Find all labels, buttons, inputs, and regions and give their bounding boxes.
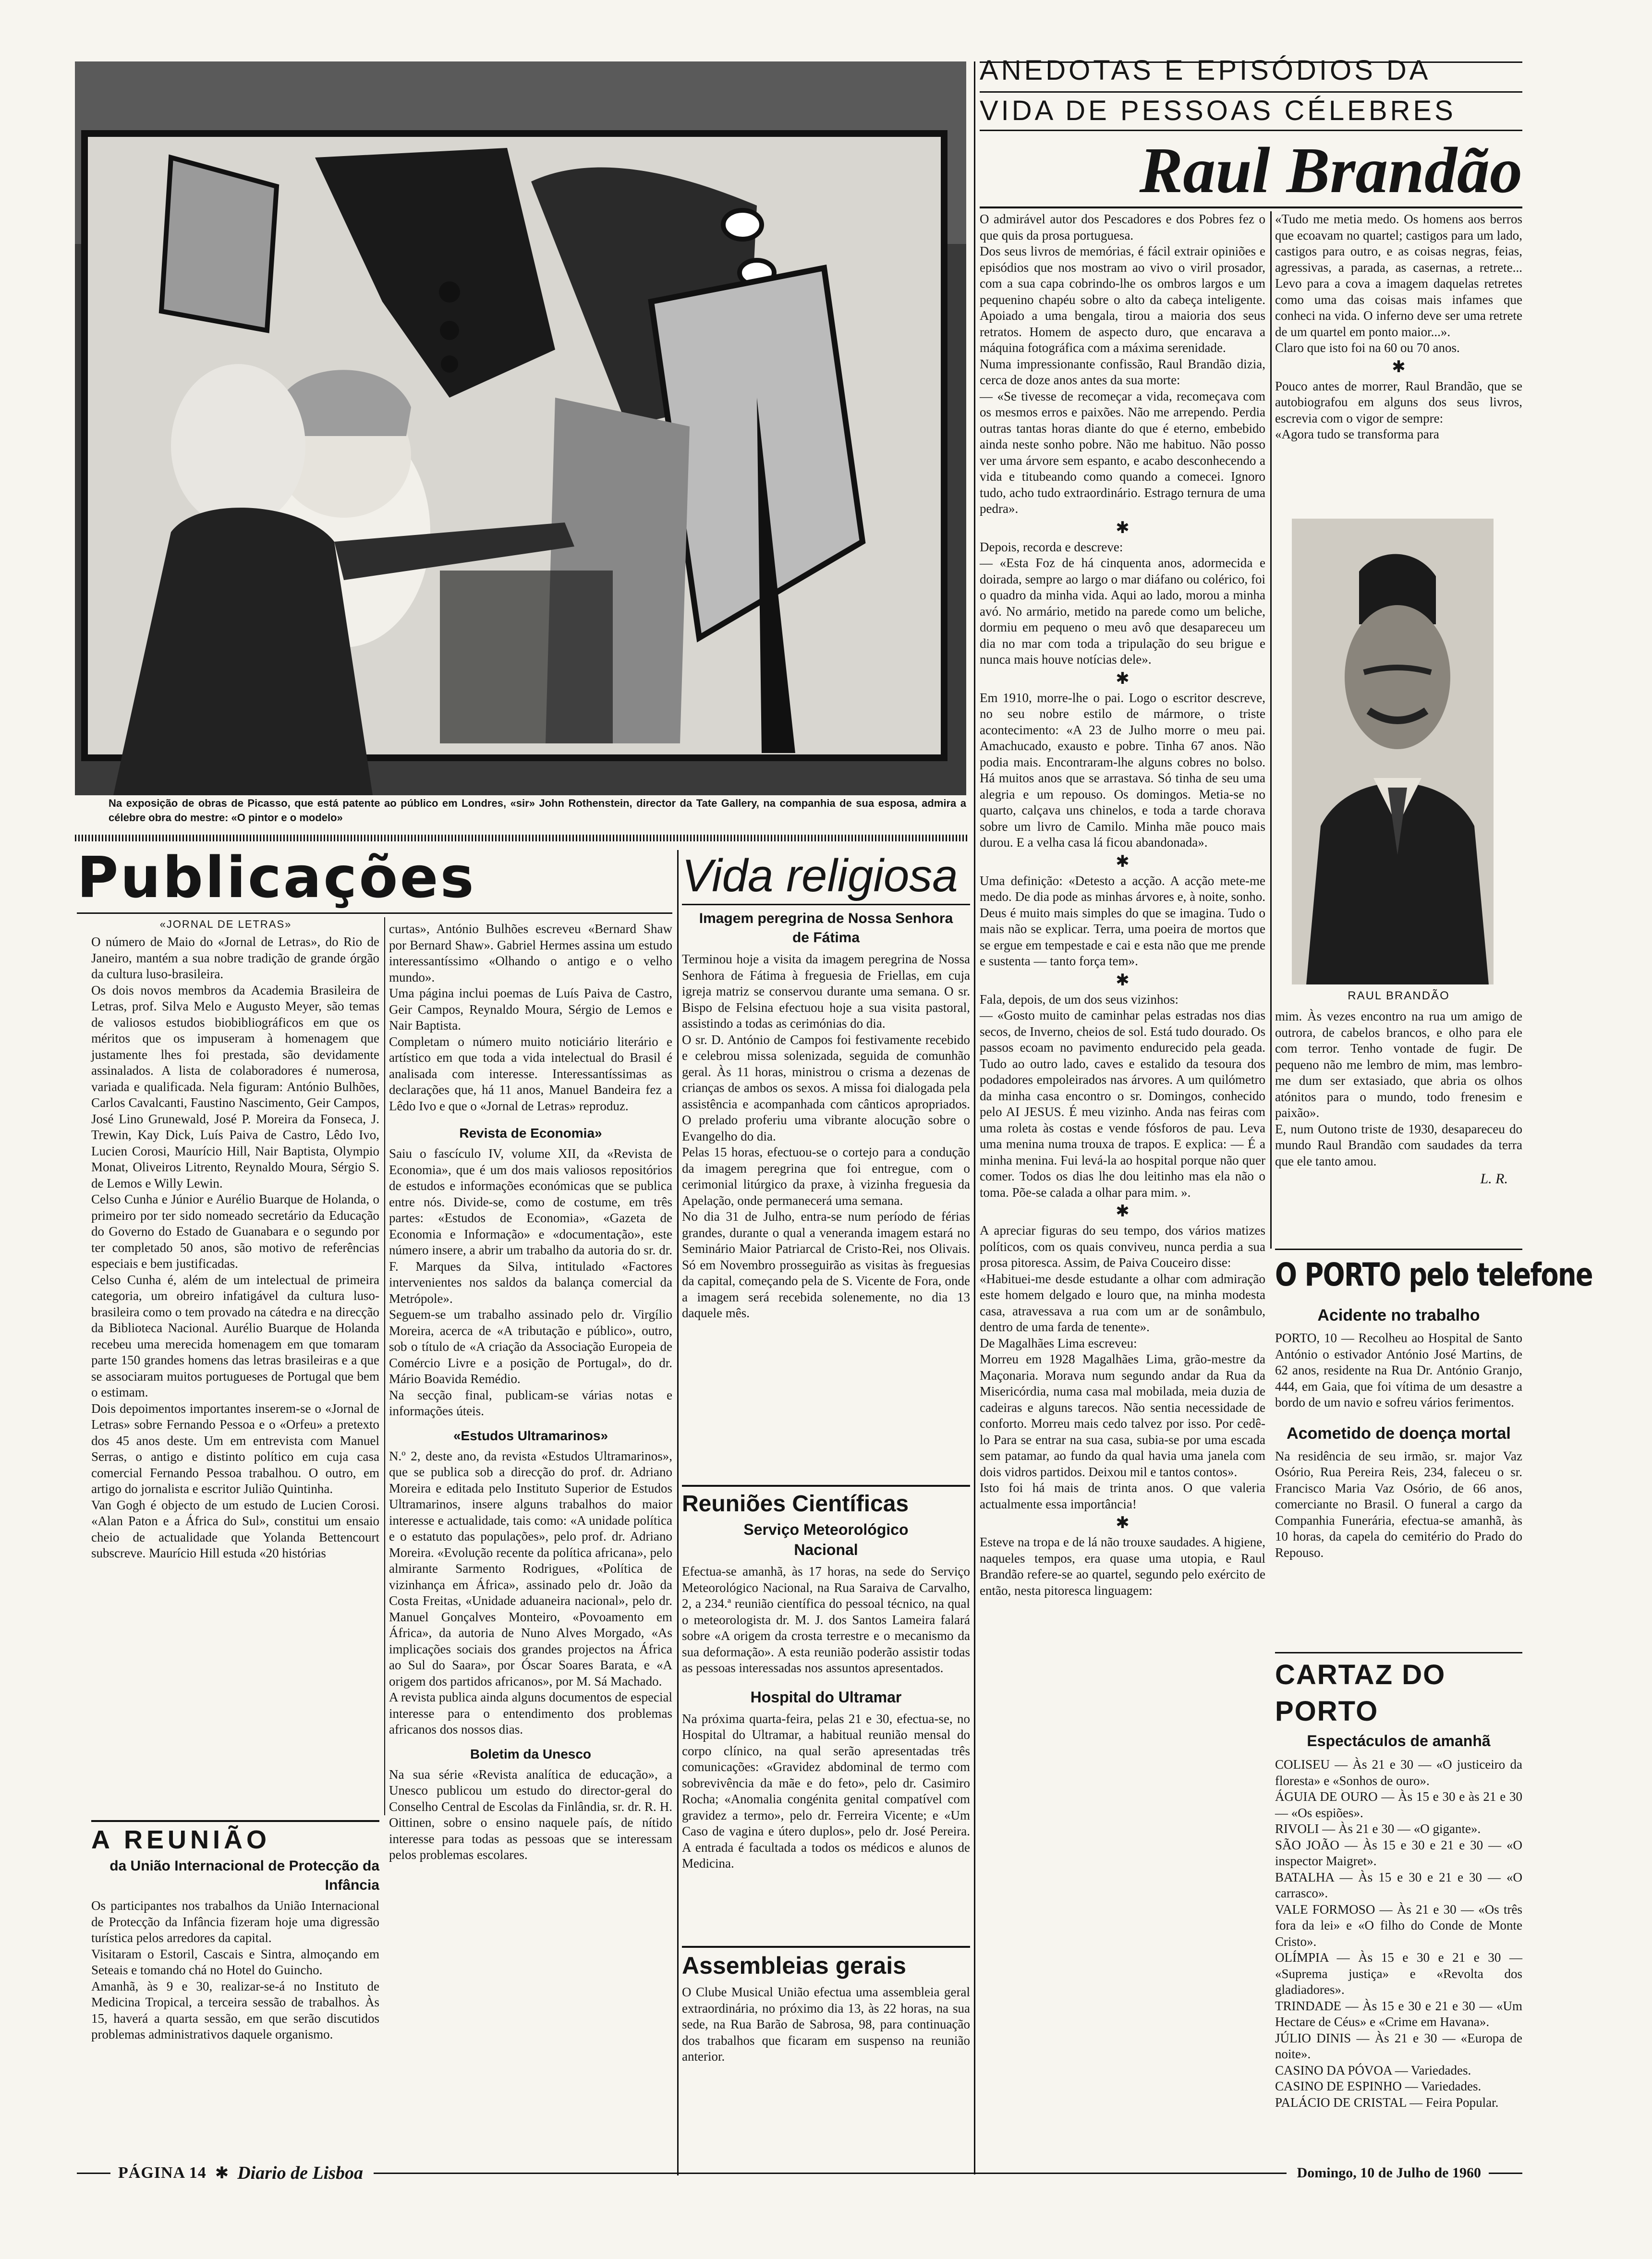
cartaz-title: CARTAZ DO PORTO bbox=[1275, 1659, 1446, 1727]
footer-paper: Diario de Lisboa bbox=[237, 2163, 364, 2183]
anecdotes-text: Em 1910, morre-lhe o pai. Logo o escritor descreve, no seu nobre estilo de mármore, o triste acontecimento: «A 23 de Julho morre o meu pai. Amachucado, exausto e pobre. Tinha 67 anos. Não podia mais. Encontraram-lhe alguns cobres no bolso. Há muitos anos que se arrastava. Só tinha de seu uma alegria e um repouso. Os domingos. Metia-se no quarto, calçava uns chinelos, e toda a tarde chorava sobre um livro de Camilo. Minha mãe pouco mais durou. E a velha casa lá ficou abandonada». bbox=[980, 690, 1265, 850]
reuniao-title: A REUNIÃO bbox=[91, 1825, 271, 1854]
picasso-photo-image bbox=[75, 61, 966, 795]
footer-star-icon: ✱ bbox=[215, 2164, 229, 2182]
publicacoes-text: Na sua série «Revista analítica de educação», a Unesco publicou um estudo do director-geral do Conselho Central de Escolas da Finlândia, sr. dr. R. H. Oittinen, sobre o ensino naquele país, de nítido interesse para todas as pessoas que se interessam pelos problemas escolares. bbox=[389, 1767, 672, 1862]
cartaz-item: BATALHA — Às 15 e 30 e 21 e 30 — «O carrasco». bbox=[1275, 1870, 1522, 1900]
reuniao-section bbox=[91, 1823, 379, 2043]
anecdotes-text: «Tudo me metia medo. Os homens aos berros que ecoavam no quartel; castigos para um lado, castigos para outro, e as coisas negras, feias, agressivas, a parada, as casernas, a retrete... Levo para a cova a imagem daquelas retretes como uma das coisas mais infames que conheci na vida. O inferno deve ser uma retrete de um quartel em ponto maior...». Claro que isto foi na 60 ou 70 anos. bbox=[1275, 212, 1522, 355]
star-separator: ✱ bbox=[1116, 519, 1130, 537]
anecdotes-text: Uma definição: «Detesto a acção. A acção mete-me medo. De dia pode as minhas árvores e, à noite, sonho. Deus é muito mais simples do que se imagina. Tudo o mais não se explicar. Terra, uma poeira de mortos que se ergue em tempestade e cai e esta não que me prende e sustenta — tanto força tem». bbox=[980, 873, 1265, 968]
footer-page: PÁGINA 14 bbox=[118, 2164, 206, 2182]
anecdotes-text: mim. Às vezes encontro na rua um amigo de outrora, de cabelos brancos, e olho para ele com terror. Tenho vontade de fugir. De pequeno não me lembro de mim, mas lembro-me dum ser extasiado, que abria os olhos atónitos para o mundo, todo frenesim e paixão». E, num Outono triste de 1930, desapareceu do mundo Raul Brandão com saudades da terra que ele tanto amou. bbox=[1275, 1009, 1522, 1168]
raul-brandao-portrait-image bbox=[1292, 519, 1494, 984]
anecdotes-kicker-2: VIDA DE PESSOAS CÉLEBRES bbox=[980, 95, 1456, 126]
publicacoes-col2 bbox=[389, 921, 672, 1863]
publicacoes-title: Publicações bbox=[77, 844, 476, 911]
reunioes-heading: Hospital do Ultramar bbox=[750, 1688, 902, 1706]
assembleias-title: Assembleias gerais bbox=[682, 1952, 906, 1979]
cartaz-item: VALE FORMOSO — Às 21 e 30 — «Os três fora da lei» e «O filho do Conde de Monte Cristo». bbox=[1275, 1902, 1522, 1949]
footer-dash bbox=[77, 2173, 110, 2174]
reunioes-title: Reuniões Científicas bbox=[682, 1491, 909, 1517]
cartaz-list bbox=[1275, 1757, 1522, 2111]
reunioes-text: Efectua-se amanhã, às 17 horas, na sede do Serviço Meteorológico Nacional, na Rua Saraiva de Carvalho, 2, a 234.ª reunião científica do pessoal técnico, na qual o meteorologista dr. M. J. dos Santos Lameira falará sobre «A origem da crosta terrestre e o mecanismo da sua deformação». A esta reunião poderão assistir todas as pessoas interessadas nos assuntos apresentados. bbox=[682, 1564, 970, 1675]
reunioes-subtitle: Serviço Meteorológico Nacional bbox=[743, 1521, 909, 1558]
anecdotes-col1 bbox=[980, 211, 1265, 1599]
reuniao-subtitle: da União Internacional de Protecção da Infância bbox=[109, 1858, 379, 1893]
cartaz-item: SÃO JOÃO — Às 15 e 30 e 21 e 30 — «O inspector Maigret». bbox=[1275, 1837, 1522, 1868]
rule bbox=[91, 1820, 379, 1822]
reunioes-section bbox=[682, 1489, 970, 1872]
publicacoes-text: Saiu o fascículo IV, volume XII, da «Revista de Economia», que é um dos mais valiosos repositórios de estudos e informações económicas que se publica entre nós. Divide-se, como de costume, em três partes: «Estudos de Economia», «Gazeta de Economia e Informação» e «documentação», este número insere, a abrir um trabalho da autoria do sr. dr. F. Marques da Silva, intitulado «Factores intervenientes nos saldos da balança comercial da Metrópole». Seguem-se um trabalho assinado pelo dr. Virgílio Moreira, acerca de «A tributação e público», outro, sob o título de «A criação da Associação Europeia de Comércio Livre e a posição de Portugal», do dr. Mário Boavida Remédio. Na secção final, publicam-se várias notas e informações úteis. bbox=[389, 1146, 672, 1418]
publicacoes-col1: O número de Maio do «Jornal de Letras», do Rio de Janeiro, mantém a sua nobre tradição de grande órgão da cultura luso-brasileira. Os dois novos membros da Academia Brasileira de Letras, prof. Silva Melo e Augusto Meyer, são temas de valiosos estudos biobibliográficos em que os méritos que os impuseram à homenagem que justamente lhes foi prestada, são devidamente assinalados. A lista de colaboradores é numerosa, variada e qualificada. Nela figuram: António Bulhões, Carlos Cavalcanti, Faustino Nascimento, Geir Campos, José Lino Grunewald, José P. Moreira da Fonseca, J. Trewin, Kay Dick, Luís Paiva de Castro, Lêdo Ivo, Lucien Corosi, Maurício Hill, Nair Baptista, Olympio Monat, Oliveiros Litrento, Reynaldo Moura, Sérgio S. de Lemos e Willy Lewin. Celso Cunha e Júnior e Aurélio Buarque de Holanda, o primeiro por ter sido nomeado secretário da Educação do Governo do Estado de Guanabara e o segundo por ter completado 50 anos, são motivo de referências especiais e bem justificadas. Celso Cunha é, além de um intelectual de primeira categoria, um obreiro infatigável da cultura luso-brasileira como o tem provado na cátedra e na direcção da Biblioteca Nacional. Aurélio Buarque de Holanda recebeu uma merecida homenagem em que tomaram parte 150 grandes homens das letras brasileiras e a que se associaram muitos portugueses de Portugal que bem o estimam. Dois depoimentos importantes inserem-se o «Jornal de Letras» sobre Fernando Pessoa e o «Orfeu» a pretexto dos 45 anos deste. Um em entrevista com Manuel Serras, o antigo e distinto político em cuja casa comercial Fernando Pessoa trabalhou. O outro, em artigo do jornalista e escritor Julião Quintinha. Van Gogh é objecto de um estudo de Lucien Corosi. «Alan Paton e a África do Sul», constitui um ensaio cheio de actualidade que Yolanda Bettencourt subscreve. Maurício Hill estuda «20 histórias bbox=[91, 935, 379, 1560]
portrait-caption: RAUL BRANDÃO bbox=[1348, 989, 1450, 1002]
anecdotes-text: Fala, depois, de um dos seus vizinhos: — «Gosto muito de caminhar pelas estradas nos dias secos, de Inverno, cheios de sol. Está tudo dourado. Os passos ecoam no pavimento endurecido pela geada. Tudo ao outro lado, caves e estalido da tesoura dos podadores empoleirados nas árvores. A um quilómetro da minha casa encontro o sr. Domingos, conhecido pelo AI JESUS. É meu vizinho. Anda nas feiras com uma roleta às costas e vende fósforos de pau. Leva uma menina numa trouxa de trapos. E explica: — É a minha menina. Fui levá-la ao hospital porque não quer comer. Todos os dias lhe dou leitinho mas ela não o toma. Põe-se calada a olhar para mim. ». bbox=[980, 992, 1265, 1200]
cartaz-item: RIVOLI — Às 21 e 30 — «O gigante». bbox=[1275, 1822, 1481, 1836]
vida-section bbox=[682, 849, 970, 1322]
anecdotes-text: Esteve na tropa e de lá não trouxe saudades. A higiene, naqueles tempos, era quase uma utopia, e Raul Brandão refere-se ao quartel, segundo pelo exército de então, nesta pitoresca linguagem: bbox=[980, 1535, 1265, 1598]
rule bbox=[1275, 1249, 1522, 1250]
vida-subtitle: Imagem peregrina de Nossa Senhora de Fátima bbox=[699, 911, 953, 946]
assembleias-text: O Clube Musical União efectua uma assembleia geral extraordinária, no próximo dia 13, às 22 horas, na sua sede, na Rua Barão de Sabrosa, 98, para continuação dos trabalhos que ficaram em suspenso na reunião anterior. bbox=[682, 1985, 970, 2064]
cartaz-item: COLISEU — Às 21 e 30 — «O justiceiro da floresta» e «Sonhos de ouro». bbox=[1275, 1757, 1522, 1788]
column-rule bbox=[974, 61, 975, 2174]
column-rule bbox=[1270, 211, 1272, 1249]
rule bbox=[980, 91, 1522, 93]
porto-heading: Acometido de doença mortal bbox=[1287, 1424, 1511, 1443]
publicacoes-heading: Boletim da Unesco bbox=[470, 1746, 592, 1761]
star-separator: ✱ bbox=[1116, 1202, 1130, 1220]
porto-banner: O PORTO pelo telefone bbox=[1275, 1256, 1592, 1293]
rule bbox=[980, 206, 1522, 208]
anecdotes-text: Pouco antes de morrer, Raul Brandão, que se autobiografou em alguns dos seus livros, escrevia com o vigor de sempre: «Agora tudo se transforma para bbox=[1275, 378, 1522, 441]
porto-section bbox=[1275, 1253, 1592, 1561]
rule bbox=[682, 1485, 970, 1487]
anecdotes-col2 bbox=[1275, 211, 1522, 443]
cartaz-item: JÚLIO DINIS — Às 21 e 30 — «Europa de noite». bbox=[1275, 2030, 1522, 2061]
anecdotes-title: Raul Brandão bbox=[1139, 134, 1522, 206]
anecdotes-text: Depois, recorda e descreve: — «Esta Foz de há cinquenta anos, adormecida e doirada, sempre ao largo o mar diáfano ou colérico, foi o quadro da minha vida. Aqui ao lado, morou a minha avó. No armário, metido na parede como um beliche, dormiu em pequeno o meu avô que desapareceu um dia no mar com toda a tripulação do seu brigue e nunca mais houve notícias dele». bbox=[980, 539, 1265, 667]
signature: L. R. bbox=[1480, 1171, 1508, 1187]
picasso-photo bbox=[75, 61, 966, 795]
reuniao-text: Os participantes nos trabalhos da União Internacional de Protecção da Infância fizeram hoje uma digressão turística pelos arredores da capital. Visitaram o Estoril, Cascais e Sintra, almoçando em Seteais e tomando chá no Hotel do Guincho. Amanhã, às 9 e 30, realizar-se-á no Instituto de Medicina Tropical, a terceira sessão de trabalhos. Às 15, haverá a quarta sessão, em que serão discutidos problemas administrativos daquele organismo. bbox=[91, 1898, 379, 2041]
publicacoes-text: curtas», António Bulhões escreveu «Bernard Shaw por Bernard Shaw». Gabriel Hermes assina um estudo interessantíssimo «Olhando o antigo e o velho mundo». Uma página inclui poemas de Luís Paiva de Castro, Geir Campos, Reynaldo Moura, Sérgio de Lemos e Nair Baptista. Completam o número muito noticiário literário e artístico em que toda a vida intelectual do Brasil é analisada com interesse. Interessantíssimas as declarações que, há 11 anos, Manuel Bandeira fez a Lêdo Ivo e que o «Jornal de Letras» reproduz. bbox=[389, 922, 672, 1113]
star-separator: ✱ bbox=[1116, 1514, 1130, 1532]
rule bbox=[682, 1946, 970, 1948]
column-rule bbox=[677, 850, 679, 2175]
footer bbox=[77, 2156, 1522, 2190]
column-rule bbox=[384, 917, 385, 1815]
footer-rule bbox=[374, 2173, 1287, 2174]
cartaz-item: CASINO DE ESPINHO — Variedades. bbox=[1275, 2079, 1482, 2093]
photo-caption: Na exposição de obras de Picasso, que está patente ao público em Londres, «sir» John Rothenstein, director da Tate Gallery, na companhia de sua esposa, admira a célebre obra do mestre: «O pintor e o modelo» bbox=[109, 797, 966, 824]
publicacoes-heading: Revista de Economia» bbox=[459, 1126, 602, 1141]
porto-heading: Acidente no trabalho bbox=[1317, 1306, 1480, 1324]
vida-title: Vida religiosa bbox=[682, 850, 958, 901]
porto-text: Na residência de seu irmão, sr. major Vaz Osório, Rua Pereira Reis, 234, faleceu o sr. Francisco Maria Vaz Osório, de 66 anos, comerciante no Brasil. O funeral a cargo da Companhia Funerária, efectua-se amanhã, às 10 horas, da capela do cemitério do Prado do Repouso. bbox=[1275, 1448, 1522, 1560]
cartaz-item: TRINDADE — Às 15 e 30 e 21 e 30 — «Um Hectare de Céus» e «Crime em Havana». bbox=[1275, 1998, 1522, 2029]
cartaz-section bbox=[1275, 1657, 1522, 2111]
cartaz-item: OLÍMPIA — Às 15 e 30 e 21 e 30 — «Suprema justiça» e «Revolta dos gladiadores». bbox=[1275, 1950, 1522, 1997]
porto-text: PORTO, 10 — Recolheu ao Hospital de Santo António o estivador António José Martins, de 62 anos, residente na Rua Dr. António Granjo, 444, em Gaia, que foi vítima de um desastre a bordo de um navio e sofreu vários ferimentos. bbox=[1275, 1331, 1522, 1409]
raul-brandao-portrait bbox=[1292, 519, 1494, 984]
star-separator: ✱ bbox=[1392, 358, 1406, 376]
cartaz-subtitle: Espectáculos de amanhã bbox=[1307, 1732, 1491, 1749]
rule-ticker bbox=[75, 835, 967, 841]
anecdotes-col2-cont bbox=[1275, 1008, 1522, 1189]
rule bbox=[682, 904, 970, 905]
anecdotes-text: O admirável autor dos Pescadores e dos Pobres fez o que quis da prosa portuguesa. Dos seus livros de memórias, é fácil extrair opiniões e episódios que nos mostram ao vivo o viril prosador, com a sua capa cobrindo-lhe os ombros largos e um pequenino chapéu sobre o alto da cabeça inteligente. Apoiado a uma bengala, tirou a maioria dos seus retratos. Homem de aspecto duro, que encarava a máquina fotográfica com a máxima serenidade. Numa impressionante confissão, Raul Brandão dizia, cerca de doze anos antes da sua morte: — «Se tivesse de recomeçar a vida, recomeçava com os mesmos erros e paixões. Não me arrependo. Perdia outras tantas horas diante do que é eterno, embebido ainda neste sonho pobre. Não me habituo. Não posso ver uma árvore sem espanto, e acabo desconhecendo a vida e titubeando como quando a comecei. Ignoro tudo, acho tudo extraordinário. Estrago ternura de uma pedra». bbox=[980, 212, 1265, 516]
rule bbox=[1275, 1652, 1522, 1653]
cartaz-item: PALÁCIO DE CRISTAL — Feira Popular. bbox=[1275, 2095, 1499, 2110]
reunioes-text: Na próxima quarta-feira, pelas 21 e 30, efectua-se, no Hospital do Ultramar, a habitual reunião mensal do corpo clínico, na qual serão apresentadas três comunicações: «Gravidez abdominal de termo com sobrevivência da mãe e do feto», pelo dr. Casimiro Rocha; «Anomalia congénita genital compatível com gravidez a termo», pelo dr. Ferreira Vicente; e «Um Caso de vagina e útero duplos», pelo dr. José Pereira. A entrada é facultada a todos os médicos e alunos de Medicina. bbox=[682, 1711, 970, 1870]
cartaz-item: CASINO DA PÓVOA — Variedades. bbox=[1275, 2063, 1471, 2077]
footer-date: Domingo, 10 de Julho de 1960 bbox=[1297, 2165, 1481, 2181]
star-separator: ✱ bbox=[1116, 852, 1130, 871]
footer-dash bbox=[1489, 2173, 1522, 2174]
rule bbox=[980, 130, 1522, 131]
vida-text: Terminou hoje a visita da imagem peregrina de Nossa Senhora de Fátima à freguesia de Friellas, em cuja igreja matriz se conservou durante uma semana. O sr. Bispo de Felsina efectuou hoje a sua visita pastoral, assistindo a todas as cerimónias do dia. O sr. D. António de Campos foi festivamente recebido e celebrou missa solenizada, seguida de comunhão geral. Às 11 horas, ministrou o crisma a dezenas de crianças de ambos os sexos. A missa foi dialogada pela assistência e acompanhada com cânticos apropriados. O prelado proferiu uma vibrante alocução sobre o Evangelho do dia. Pelas 15 horas, efectuou-se o cortejo para a condução da imagem peregrina que foi entregue, com o cerimonial litúrgico da praxe, à vizinha freguesia da Apelação, onde permanecerá uma semana. No dia 31 de Julho, entra-se num período de férias grandes, durante o qual a veneranda imagem estará no Seminário Maior Patriarcal de Cristo-Rei, nos Olivais. Só em Novembro prosseguirão as visitas às freguesias da capital, começando pela de S. Vicente de Fora, onde a imagem será recebida solenemente, no dia 13 daquele mês. bbox=[682, 952, 970, 1320]
star-separator: ✱ bbox=[1116, 669, 1130, 688]
publicacoes-text: N.º 2, deste ano, da revista «Estudos Ultramarinos», que se publica sob a direcção do prof. dr. Adriano Moreira e editada pelo Instituto Superior de Estudos Ultramarinos, insere alguns trabalhos do maior interesse e actualidade, tais como: «A unidade política e o estatuto das populações», pelo prof. dr. Adriano Moreira. «Evolução recente da política africana», pelo almirante Sarmento Rodrigues, «Política de vizinhança em África», assinado pelo dr. João da Costa Freitas, «Unidade aduaneira nacional», pelo dr. Manuel Gonçalves Monteiro, «Povoamento em África», da autoria de Nuno Alves Morgado, «As implicações sociais dos grandes projectos na África ao Sul do Saara», por Óscar Soares Barata, e «A origem dos partidos africanos», por M. Sá Machado. A revista publica ainda alguns documentos de especial interesse para o entendimento dos problemas africanos dos nossos dias. bbox=[389, 1448, 672, 1737]
cartaz-item: ÁGUIA DE OURO — Às 15 e 30 e às 21 e 30 — «Os espiões». bbox=[1275, 1789, 1522, 1820]
anecdotes-kicker-1: ANEDOTAS E EPISÓDIOS DA bbox=[980, 55, 1431, 86]
publicacoes-heading: «Estudos Ultramarinos» bbox=[453, 1428, 608, 1443]
anecdotes-text: A apreciar figuras do seu tempo, dos vários matizes políticos, com os quais conviveu, nunca perdia a sua prosa pitoresca. Assim, de Paiva Couceiro disse: «Habituei-me desde estudante a olhar com admiração este homem delgado e louro que, na minha modesta casa, atravessava a rua com um ar de sonâmbulo, dentro de uma farda de tenente». De Magalhães Lima escreveu: Morreu em 1928 Magalhães Lima, grão-mestre da Maçonaria. Morava num segundo andar da Rua da Misericórdia, numa casa mal mobilada, meia duzia de cadeiras e alguns tarecos. Não sentia necessidade de conforto. Morreu mais cedo talvez por isso. Por cedê-lo Para se entrar na sua casa, subia-se por uma escada sem patamar, ao fundo da qual havia uma janela com dois vidros partidos. Deixou mil e tantos contos». Isto foi há mais de trinta anos. O que valeria actualmente essa importância! bbox=[980, 1223, 1265, 1511]
assembleias-section bbox=[682, 1950, 970, 2065]
star-separator: ✱ bbox=[1116, 971, 1130, 989]
publicacoes-subtitle: «JORNAL DE LETRAS» bbox=[159, 918, 292, 930]
rule bbox=[77, 912, 672, 914]
